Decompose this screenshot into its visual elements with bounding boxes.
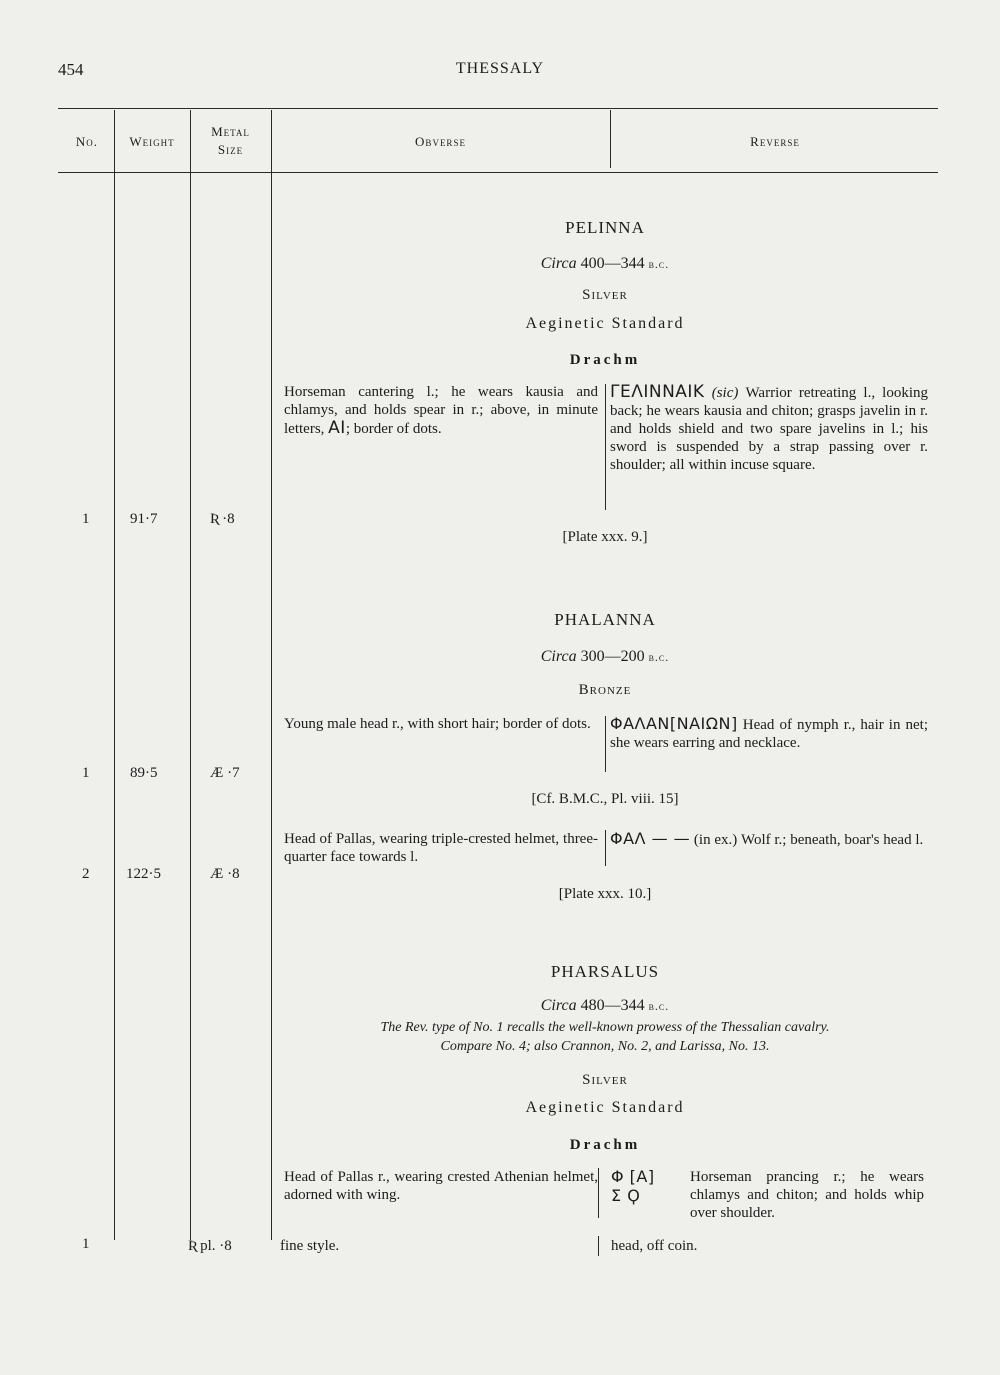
- obverse-reverse-divider: [598, 1168, 599, 1218]
- denomination-heading-pelinna: Drachm: [569, 352, 641, 368]
- reverse-legend: ΦΑΛΑΝ[ΝΑΙΩΝ]: [610, 714, 738, 733]
- obverse-description: Young male head r., with short hair; border of dots.: [284, 716, 591, 732]
- standard-heading-pelinna: Aeginetic Standard: [525, 315, 685, 332]
- reverse-legend-top: Φ [Α]: [611, 1167, 655, 1186]
- obverse-reverse-divider-continuation: [598, 1236, 599, 1256]
- obverse-continuation: fine style.: [280, 1238, 340, 1254]
- column-header-no: No.: [75, 134, 99, 149]
- metal-heading-pelinna: Silver: [582, 287, 628, 303]
- column-header-reverse: Reverse: [750, 134, 800, 149]
- reverse-continuation: head, off coin.: [611, 1238, 698, 1254]
- section-date-pharsalus: Circa 480—344 b.c.: [540, 997, 670, 1014]
- column-header-size: Size: [217, 142, 244, 157]
- reverse-description: ΦΑΛ — — (in ex.) Wolf r.; beneath, boar's head l.: [610, 829, 924, 848]
- section-title-pelinna: PELINNA: [565, 218, 645, 237]
- coin-weight: 122·5: [126, 866, 161, 882]
- reverse-description: ΦΑΛΑΝ[ΝΑΙΩΝ] Head of nymph r., hair in net; she wears earring and necklace.: [610, 714, 928, 751]
- column-header-weight: Weight: [129, 134, 175, 149]
- obverse-reverse-divider: [605, 384, 606, 510]
- plate-reference: [Plate xxx. 9.]: [562, 529, 648, 545]
- plate-reference: [Cf. B.M.C., Pl. viii. 15]: [531, 791, 679, 807]
- col-divider-weight: [190, 110, 191, 1240]
- metal-heading-pharsalus: Silver: [582, 1072, 628, 1088]
- coin-no: 1: [82, 511, 90, 527]
- reverse-legend: ΓΕΛΙΝΝΑΙΚ: [610, 382, 705, 402]
- reverse-description: Horseman prancing r.; he wears chlamys and chiton; and holds whip over shoulder.: [690, 1169, 924, 1221]
- obverse-description: Head of Pallas r., wearing crested Athenian helmet, adorned with wing.: [284, 1169, 598, 1203]
- coin-weight: 89·5: [130, 765, 158, 781]
- reverse-description: ΓΕΛΙΝΝΑΙΚ (sic) Warrior retreating l., looking back; he wears kausia and chiton; grasps javelin in r. and holds shield and two spare javelins in l.; his sword is suspended by a strap passing over r. shoulder; all within incuse square.: [610, 382, 929, 473]
- section-date-pelinna: Circa 400—344 b.c.: [540, 255, 670, 272]
- section-note-line-2: Compare No. 4; also Crannon, No. 2, and Larissa, No. 13.: [440, 1039, 770, 1054]
- section-title-phalanna: PHALANNA: [554, 610, 656, 629]
- column-header-obverse: Obverse: [415, 134, 466, 149]
- reverse-legend-bottom: Σ Ϙ: [611, 1186, 641, 1205]
- obverse-description: Horseman cantering l.; he wears kausia and chlamys, and holds spear in r.; above, in minute letters, AI; border of dots.: [284, 384, 598, 438]
- obverse-description: Head of Pallas, wearing triple-crested helmet, three-quarter face towards l.: [284, 831, 598, 865]
- coin-weight: 91·7: [130, 511, 158, 527]
- coin-metal-size: Æ ·8: [210, 866, 240, 882]
- standard-heading-pharsalus: Aeginetic Standard: [525, 1099, 685, 1116]
- section-title-pharsalus: PHARSALUS: [550, 962, 660, 981]
- page-number: 454: [58, 60, 84, 79]
- col-divider-no: [114, 110, 115, 1240]
- plate-reference: [Plate xxx. 10.]: [558, 886, 652, 902]
- obverse-legend: AI: [328, 418, 346, 438]
- col-divider-metal: [271, 110, 272, 1240]
- table-top-rule: [58, 108, 938, 109]
- obverse-reverse-divider: [605, 716, 606, 772]
- denomination-heading-pharsalus: Drachm: [569, 1137, 641, 1153]
- obverse-reverse-divider: [605, 830, 606, 866]
- running-title: THESSALY: [455, 60, 545, 77]
- section-date-phalanna: Circa 300—200 b.c.: [540, 648, 670, 665]
- coin-no: 2: [82, 866, 90, 882]
- column-header-metal: Metal: [211, 124, 250, 139]
- coin-metal-size: Ʀ ·8: [210, 511, 235, 527]
- coin-metal-size: Ʀ pl. ·8: [188, 1238, 232, 1254]
- section-note-line-1: The Rev. type of No. 1 recalls the well-known prowess of the Thessalian cavalry.: [380, 1020, 830, 1035]
- metal-heading-phalanna: Bronze: [578, 682, 632, 698]
- coin-no: 1: [82, 1236, 90, 1252]
- coin-no: 1: [82, 765, 90, 781]
- reverse-legend: ΦΑΛ — —: [610, 829, 691, 848]
- coin-metal-size: Æ ·7: [210, 765, 240, 781]
